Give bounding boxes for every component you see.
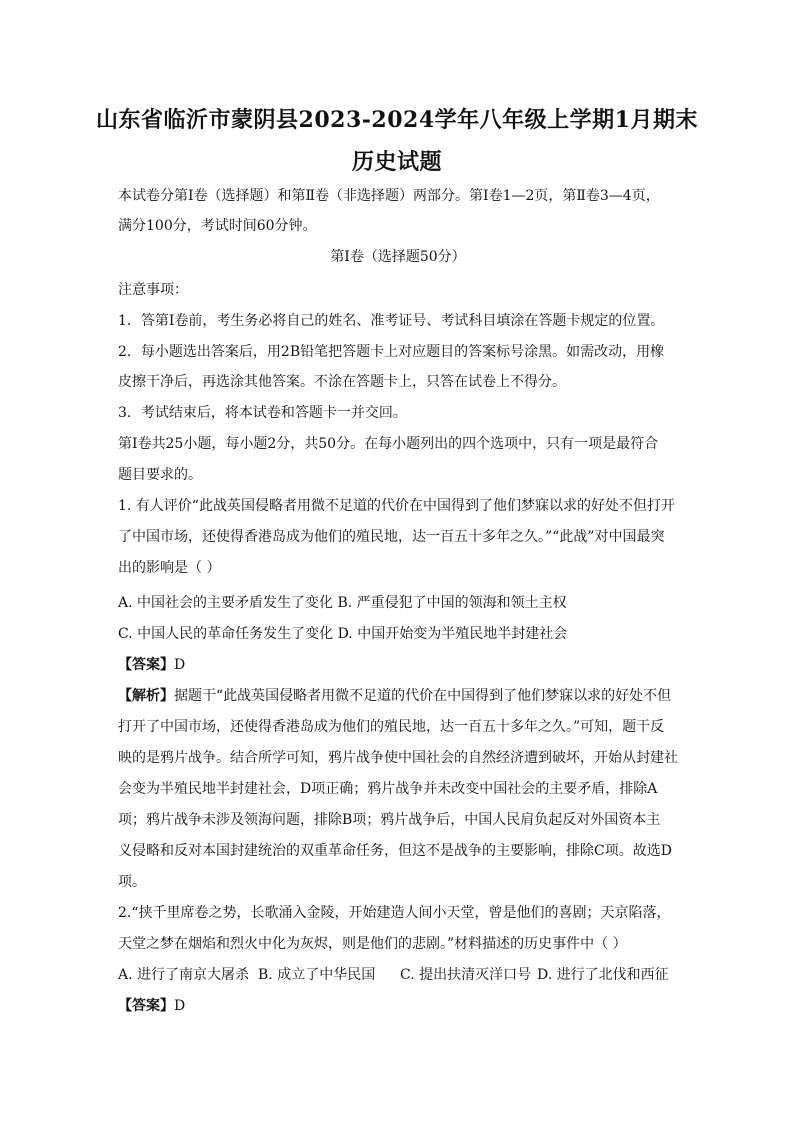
instructions-line-2: 题目要求的。: [118, 467, 202, 483]
q1-analysis-4: 会变为半殖民地半封建社会，D项正确；鸦片战争并未改变中国社会的主要矛盾，排除A: [118, 781, 658, 797]
exam-subject: 历史试题: [351, 149, 442, 175]
q1-analysis-3: 映的是鸦片战争。结合所学可知，鸦片战争使中国社会的自然经济遭到破坏，开始从封建社: [118, 750, 678, 766]
q2-option-a: A. 进行了南京大屠杀: [118, 967, 250, 983]
notes-heading: 注意事项：: [118, 282, 188, 298]
q1-answer: [118, 656, 678, 674]
q1-stem-3: 出的影响是（ ）: [118, 560, 221, 576]
section-title: 第Ⅰ卷（选择题50分）: [330, 249, 466, 265]
q1-analysis-first: [118, 687, 678, 705]
q2-option-c: C. 提出扶清灭洋口号: [400, 967, 532, 983]
q2-stem-2: 天堂之梦在烟焰和烈火中化为灰烬，则是他们的悲剧。”材料描述的历史事件中（ ）: [118, 936, 627, 952]
q2-stem-1: 2.“挟千里席卷之势，长歌涌入金陵，开始建造人间小天堂，曾是他们的喜剧；天京陷落，: [118, 905, 671, 921]
exam-title: 山东省临沂市蒙阴县2023-2024学年八年级上学期1月期末: [96, 107, 698, 133]
intro-line-1: 本试卷分第Ⅰ卷（选择题）和第Ⅱ卷（非选择题）两部分。第Ⅰ卷1—2页，第Ⅱ卷3—4页，: [118, 188, 660, 204]
q2-option-b: B. 成立了中华民国: [258, 967, 376, 983]
q1-analysis-7: 项。: [118, 874, 146, 890]
q1-analysis-text: 据题干“此战英国侵略者用微不足道的代价在中国得到了他们梦寐以求的好处不但: [174, 688, 672, 704]
q1-stem-1: 1. 有人评价“此战英国侵略者用微不足道的代价在中国得到了他们梦寐以求的好处不但打开: [118, 498, 675, 514]
q1-answer-value: D: [174, 657, 186, 673]
q1-analysis-6: 义侵略和反对本国封建统治的双重革命任务，但这不是战争的主要影响，排除C项。故选D: [118, 843, 672, 859]
note-2: 2．每小题选出答案后，用2B铅笔把答题卡上对应题目的答案标号涂黑。如需改动，用橡: [118, 344, 665, 360]
intro-line-2: 满分100分，考试时间60分钟。: [118, 218, 317, 234]
note-2-cont: 皮擦干净后，再选涂其他答案。不涂在答题卡上，只答在试卷上不得分。: [118, 374, 566, 390]
q1-analysis-2: 打开了中国市场，还使得香港岛成为他们的殖民地，达一百五十多年之久。”可知，题干反: [118, 719, 665, 735]
q1-options-ab: A. 中国社会的主要矛盾发生了变化 B. 严重侵犯了中国的领海和领土主权: [118, 595, 567, 611]
q1-answer-label: 【答案】: [118, 657, 174, 673]
note-3: 3．考试结束后，将本试卷和答题卡一并交回。: [118, 405, 407, 421]
q2-answer: [118, 997, 678, 1015]
q1-analysis-label: 【解析】: [118, 688, 174, 704]
q2-option-d: D. 进行了北伐和西征: [537, 967, 669, 983]
q1-analysis-5: 项；鸦片战争未涉及领海问题，排除B项；鸦片战争后，中国人民肩负起反对外国资本主: [118, 812, 661, 828]
q2-answer-value: D: [174, 998, 186, 1014]
q1-stem-2: 了中国市场，还使得香港岛成为他们的殖民地，达一百五十多年之久。”“此战”对中国最突: [118, 529, 665, 545]
q1-options-cd: C. 中国人民的革命任务发生了变化 D. 中国开始变为半殖民地半封建社会: [118, 626, 568, 642]
note-1: 1．答第Ⅰ卷前，考生务必将自己的姓名、准考证号、考试科目填涂在答题卡规定的位置。: [118, 313, 665, 329]
instructions-line-1: 第Ⅰ卷共25小题，每小题2分，共50分。在每小题列出的四个选项中，只有一项是最符合: [118, 436, 659, 452]
q2-answer-label: 【答案】: [118, 998, 174, 1014]
